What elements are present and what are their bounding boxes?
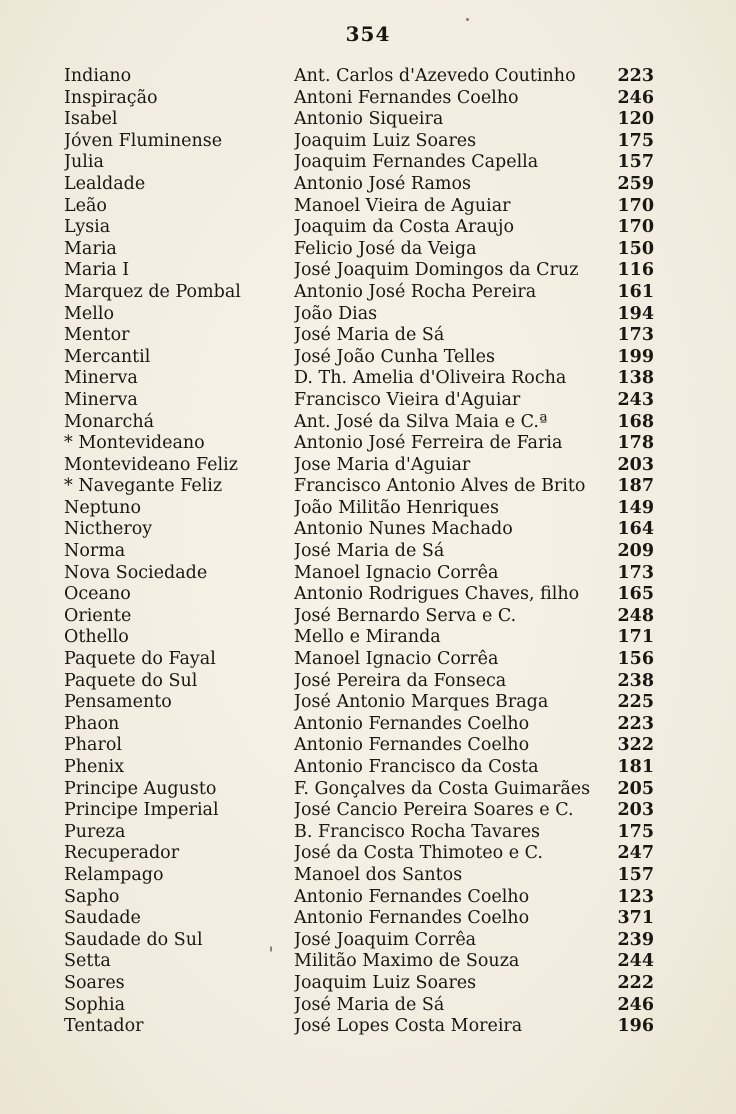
tonnage: 175 [617, 130, 654, 151]
tonnage: 244 [617, 951, 654, 972]
owner-name: José Pereira da Fonseca [294, 670, 507, 691]
ship-name: Minerva [64, 368, 138, 389]
owner-name: Antoni Fernandes Coelho [294, 87, 519, 108]
tonnage: 203 [617, 800, 654, 821]
tonnage: 187 [617, 476, 654, 497]
owner-name: Antonio Fernandes Coelho [294, 908, 530, 929]
ship-name: * Navegante Feliz [64, 476, 223, 497]
list-item [0, 908, 736, 930]
ship-name: * Montevideano [64, 433, 205, 454]
list-item [0, 347, 736, 369]
tonnage: 322 [617, 735, 654, 756]
tonnage: 371 [617, 908, 654, 929]
ship-name: Leão [64, 195, 107, 216]
owner-name: José Maria de Sá [294, 541, 445, 562]
list-item [0, 973, 736, 995]
owner-name: Antonio Fernandes Coelho [294, 886, 530, 907]
tonnage: 120 [617, 109, 654, 130]
list-item [0, 282, 736, 304]
ink-speck [270, 946, 272, 952]
tonnage: 222 [617, 972, 654, 993]
tonnage: 243 [617, 389, 654, 410]
tonnage: 238 [617, 670, 654, 691]
list-item [0, 519, 736, 541]
list-item [0, 325, 736, 347]
tonnage: 178 [617, 433, 654, 454]
list-item [0, 476, 736, 498]
owner-name: Francisco Vieira d'Aguiar [294, 389, 521, 410]
ship-name: Recuperador [64, 843, 180, 864]
owner-name: Joaquim Luiz Soares [294, 972, 477, 993]
ship-name: Lealdade [64, 173, 146, 194]
owner-name: B. Francisco Rocha Tavares [294, 821, 541, 842]
owner-name: José Lopes Costa Moreira [294, 1016, 523, 1037]
list-item [0, 174, 736, 196]
owner-name: Antonio Rodrigues Chaves, filho [294, 584, 580, 605]
tonnage: 181 [617, 757, 654, 777]
tonnage: 246 [617, 87, 654, 108]
tonnage: 149 [617, 497, 654, 518]
owner-name: Antonio Siqueira [294, 109, 444, 130]
tonnage: 196 [617, 1016, 654, 1037]
owner-name: Militão Maximo de Souza [294, 951, 520, 972]
ship-name: Phaon [64, 713, 120, 734]
list-item [0, 152, 736, 174]
tonnage: 223 [617, 66, 654, 86]
tonnage: 194 [617, 303, 654, 324]
list-item [0, 822, 736, 844]
ship-name: Pureza [64, 821, 126, 842]
owner-name: Ant. Carlos d'Azevedo Coutinho [294, 66, 576, 86]
list-item [0, 217, 736, 239]
owner-name: José Antonio Marques Braga [294, 692, 549, 713]
tonnage: 170 [617, 195, 654, 216]
list-item [0, 865, 736, 887]
ship-name: Norma [64, 541, 126, 562]
owner-name: Ant. José da Silva Maia e C.ª [294, 411, 548, 432]
tonnage: 171 [617, 627, 654, 648]
list-item [0, 433, 736, 455]
tonnage: 199 [617, 346, 654, 367]
list-item [0, 887, 736, 909]
tonnage: 170 [617, 217, 654, 238]
list-item [0, 735, 736, 757]
list-item [0, 304, 736, 326]
owner-name: Felicio José da Veiga [294, 238, 477, 259]
ship-name: Saudade do Sul [64, 929, 203, 950]
ship-name: Maria [64, 238, 117, 259]
tonnage: 173 [617, 562, 654, 583]
list-item [0, 390, 736, 412]
ship-name: Sophia [64, 994, 126, 1015]
ship-name: Oriente [64, 605, 132, 626]
owner-name: Antonio José Ramos [294, 173, 472, 194]
list-item [0, 779, 736, 801]
owner-name: Joaquim Fernandes Capella [294, 152, 539, 173]
ship-name: Mentor [64, 325, 130, 346]
owner-name: José Bernardo Serva e C. [294, 605, 517, 626]
list-item [0, 930, 736, 952]
ink-speck [466, 18, 469, 21]
tonnage: 259 [617, 173, 654, 194]
ship-name: Tentador [64, 1016, 144, 1037]
list-item [0, 239, 736, 261]
list-item [0, 109, 736, 131]
list-item [0, 606, 736, 628]
list-item [0, 843, 736, 865]
owner-name: Francisco Antonio Alves de Brito [294, 476, 586, 497]
tonnage: 161 [617, 281, 654, 302]
owner-name: Manoel Ignacio Corrêa [294, 562, 499, 583]
tonnage: 225 [617, 692, 654, 713]
list-item [0, 671, 736, 693]
owner-name: Jose Maria d'Aguiar [294, 454, 471, 475]
tonnage: 209 [617, 541, 654, 562]
owner-name: Manoel Ignacio Corrêa [294, 649, 499, 670]
list-item [0, 412, 736, 434]
ship-name: Mello [64, 303, 115, 324]
owner-name: João Dias [294, 303, 378, 324]
owner-name: Joaquim da Costa Araujo [294, 217, 515, 238]
tonnage: 157 [617, 152, 654, 173]
tonnage: 246 [617, 994, 654, 1015]
owner-name: F. Gonçalves da Costa Guimarães [294, 778, 591, 799]
list-item [0, 692, 736, 714]
owner-name: Antonio Fernandes Coelho [294, 713, 530, 734]
owner-name: José Cancio Pereira Soares e C. [294, 800, 574, 821]
tonnage: 247 [617, 843, 654, 864]
list-item [0, 1016, 736, 1038]
page-number: 354 [345, 22, 391, 46]
ship-name: Setta [64, 951, 111, 972]
ship-name: Jóven Fluminense [64, 130, 223, 151]
list-item [0, 541, 736, 563]
ship-name: Montevideano Feliz [64, 454, 238, 475]
owner-name: José Maria de Sá [294, 325, 445, 346]
tonnage: 175 [617, 821, 654, 842]
list-item [0, 995, 736, 1017]
owner-name: Manoel dos Santos [294, 864, 463, 885]
ship-name: Oceano [64, 584, 131, 605]
owner-name: Antonio José Rocha Pereira [294, 281, 537, 302]
tonnage: 223 [617, 713, 654, 734]
tonnage: 150 [617, 238, 654, 259]
ship-name: Lysia [64, 217, 111, 238]
ship-name: Indiano [64, 66, 132, 86]
ship-name: Inspiração [64, 87, 158, 108]
tonnage: 157 [617, 864, 654, 885]
tonnage: 168 [617, 411, 654, 432]
owner-name: João Militão Henriques [294, 497, 500, 518]
tonnage: 156 [617, 649, 654, 670]
list-item [0, 757, 736, 779]
tonnage: 164 [617, 519, 654, 540]
tonnage: 165 [617, 584, 654, 605]
tonnage: 138 [617, 368, 654, 389]
owner-name: José Joaquim Domingos da Cruz [294, 260, 579, 281]
list-item [0, 66, 736, 88]
ship-name: Julia [64, 152, 104, 173]
list-item [0, 88, 736, 110]
ship-register-list [0, 66, 736, 1038]
tonnage: 239 [617, 929, 654, 950]
ship-name: Principe Imperial [64, 800, 219, 821]
ship-name: Pharol [64, 735, 122, 756]
ship-name: Isabel [64, 109, 118, 130]
owner-name: Manoel Vieira de Aguiar [294, 195, 511, 216]
list-item [0, 131, 736, 153]
owner-name: Antonio Francisco da Costa [294, 757, 539, 777]
list-item [0, 627, 736, 649]
ship-name: Mercantil [64, 346, 151, 367]
ship-name: Marquez de Pombal [64, 281, 241, 302]
ship-name: Saudade [64, 908, 141, 929]
owner-name: D. Th. Amelia d'Oliveira Rocha [294, 368, 567, 389]
list-item [0, 584, 736, 606]
tonnage: 205 [617, 778, 654, 799]
list-item [0, 951, 736, 973]
owner-name: Mello e Miranda [294, 627, 441, 648]
ship-name: Monarchá [64, 411, 155, 432]
owner-name: José Maria de Sá [294, 994, 445, 1015]
ship-name: Phenix [64, 757, 125, 777]
ship-name: Nictheroy [64, 519, 153, 540]
ship-name: Soares [64, 972, 125, 993]
list-item [0, 196, 736, 218]
list-item [0, 498, 736, 520]
owner-name: Antonio José Ferreira de Faria [294, 433, 563, 454]
tonnage: 248 [617, 605, 654, 626]
owner-name: José João Cunha Telles [294, 346, 495, 367]
tonnage: 123 [617, 886, 654, 907]
ship-name: Minerva [64, 389, 138, 410]
tonnage: 116 [617, 260, 654, 281]
list-item [0, 455, 736, 477]
ship-name: Othello [64, 627, 129, 648]
ship-name: Neptuno [64, 497, 141, 518]
list-item [0, 368, 736, 390]
list-item [0, 563, 736, 585]
list-item [0, 649, 736, 671]
ship-name: Maria I [64, 260, 130, 281]
owner-name: Antonio Fernandes Coelho [294, 735, 530, 756]
ship-name: Relampago [64, 864, 164, 885]
ship-name: Nova Sociedade [64, 562, 208, 583]
list-item [0, 714, 736, 736]
list-item [0, 260, 736, 282]
ship-name: Paquete do Sul [64, 670, 198, 691]
ship-name: Paquete do Fayal [64, 649, 216, 670]
ship-name: Principe Augusto [64, 778, 217, 799]
ship-name: Pensamento [64, 692, 172, 713]
owner-name: José Joaquim Corrêa [294, 929, 477, 950]
tonnage: 173 [617, 325, 654, 346]
owner-name: Joaquim Luiz Soares [294, 130, 477, 151]
ship-name: Sapho [64, 886, 120, 907]
owner-name: José da Costa Thimoteo e C. [294, 843, 543, 864]
list-item [0, 800, 736, 822]
owner-name: Antonio Nunes Machado [294, 519, 513, 540]
tonnage: 203 [617, 454, 654, 475]
